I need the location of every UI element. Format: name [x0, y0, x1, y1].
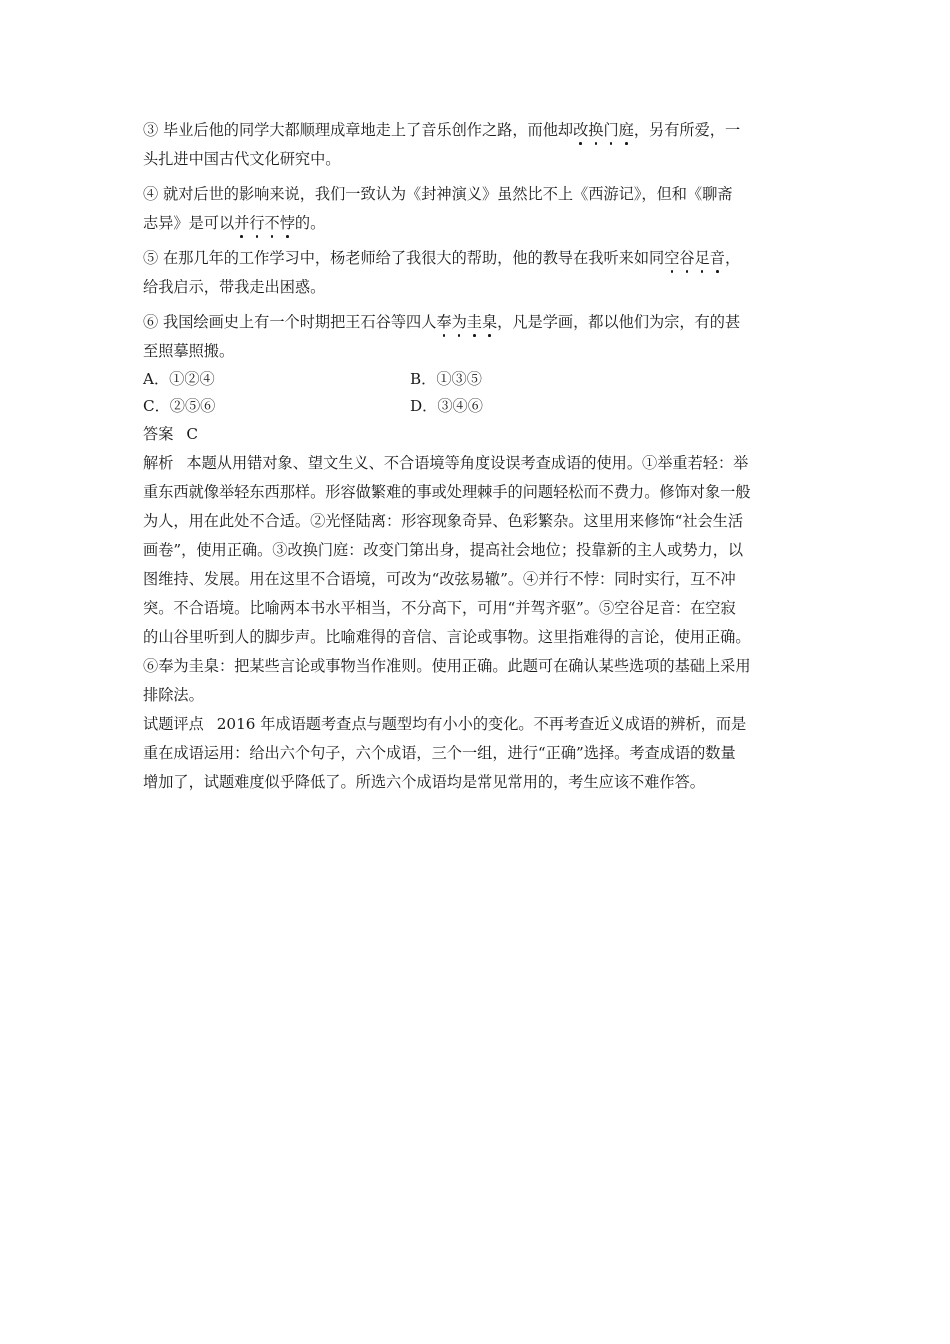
- answer-label: 答案: [143, 425, 174, 443]
- review-line: [143, 768, 810, 797]
- analysis-text: 重东西就像举轻东西那样。形容做繁难的事或处理棘手的问题轻松而不费力。修饰对象一般: [143, 482, 751, 501]
- analysis-line: [143, 681, 810, 710]
- sentence-text: ，凡是学画，都以他们为宗，有的甚: [497, 313, 741, 331]
- option-d: D．③④⑥: [410, 397, 483, 415]
- sentence-4: [143, 180, 810, 238]
- emphasis-char: 音: [709, 249, 725, 267]
- analysis-line: [143, 449, 810, 478]
- analysis-line: [143, 478, 810, 507]
- emphasized-idiom: [573, 121, 634, 139]
- review-text: 增加了，试题难度似乎降低了。所选六个成语均是常见常用的，考生应该不难作答。: [143, 772, 705, 791]
- analysis-text: 本题从用错对象、望文生义、不合语境等角度设误考查成语的使用。①举重若轻：举: [186, 453, 749, 472]
- analysis-line: [143, 536, 810, 565]
- document-page: [143, 116, 810, 797]
- sentence-text: ⑤ 在那几年的工作学习中，杨老师给了我很大的帮助，他的教导在我听来如同: [143, 249, 665, 267]
- emphasized-idiom: [436, 313, 497, 331]
- analysis-label: 解析: [143, 453, 174, 472]
- emphasis-char: 改: [573, 121, 589, 139]
- analysis-text: 画卷”，使用正确。③改换门庭：改变门第出身，提高社会地位；投靠新的主人或势力，以: [143, 540, 744, 559]
- review-text: 2016 年成语题考查点与题型均有小小的变化。不再考查近义成语的辨析，而是: [216, 714, 747, 733]
- emphasis-char: 奉: [436, 313, 452, 331]
- analysis-line: [143, 507, 810, 536]
- emphasis-char: 庭: [618, 121, 634, 139]
- analysis-line: [143, 652, 810, 681]
- review-line: [143, 710, 810, 739]
- emphasis-char: 空: [664, 249, 680, 267]
- answer-value: C: [186, 425, 198, 443]
- question-sentences: [143, 116, 810, 366]
- analysis-text: 为人，用在此处不合适。②光怪陆离：形容现象奇异、色彩繁杂。这里用来修饰“社会生活: [143, 511, 744, 530]
- sentence-line: [143, 337, 810, 366]
- analysis-text: 突。不合语境。比喻两本书水平相当，不分高下，可用“并驾齐驱”。⑤空谷足音：在空寂: [143, 598, 736, 617]
- option-a: A．①②④: [143, 370, 215, 388]
- sentence-text: ③ 毕业后他的同学大都顺理成章地走上了音乐创作之路，而他却: [143, 121, 574, 139]
- option-c: C．②⑤⑥: [143, 397, 216, 415]
- emphasis-char: 悖: [279, 214, 295, 232]
- emphasis-char: 谷: [679, 249, 695, 267]
- option-b: B．①③⑤: [410, 370, 482, 388]
- sentence-text: 至照摹照搬。: [143, 342, 235, 360]
- sentence-text: 志异》是可以: [143, 214, 235, 232]
- analysis-section: [143, 449, 810, 710]
- emphasis-char: 为: [451, 313, 467, 331]
- analysis-text: 的山谷里听到人的脚步声。比喻难得的音信、言论或事物。这里指难得的言论，使用正确。: [143, 627, 751, 646]
- sentence-line: [143, 209, 810, 238]
- sentence-line: [143, 244, 810, 273]
- analysis-line: [143, 565, 810, 594]
- sentence-text: ，: [724, 249, 741, 267]
- sentence-line: [143, 273, 810, 302]
- emphasis-char: 不: [264, 214, 280, 232]
- sentence-line: [143, 180, 810, 209]
- sentence-text: 的。: [294, 214, 326, 232]
- analysis-text: 图维持、发展。用在这里不合语境，可改为“改弦易辙”。④并行不悖：同时实行，互不冲: [143, 569, 736, 588]
- sentence-6: [143, 308, 810, 366]
- sentence-line: [143, 145, 810, 174]
- emphasized-idiom: [664, 249, 725, 267]
- emphasis-char: 臬: [481, 313, 498, 331]
- sentence-text: 给我启示，带我走出困惑。: [143, 278, 326, 296]
- sentence-text: ⑥ 我国绘画史上有一个时期把王石谷等四人: [143, 313, 437, 331]
- sentence-line: [143, 308, 810, 337]
- review-line: [143, 739, 810, 768]
- analysis-line: [143, 594, 810, 623]
- sentence-3: [143, 116, 810, 174]
- review-section: [143, 710, 810, 797]
- analysis-text: ⑥奉为圭臬：把某些言论或事物当作准则。使用正确。此题可在确认某些选项的基础上采用: [143, 656, 751, 675]
- analysis-text: 排除法。: [143, 685, 204, 704]
- review-text: 重在成语运用：给出六个句子，六个成语，三个一组，进行“正确”选择。考查成语的数量: [143, 743, 736, 762]
- analysis-line: [143, 623, 810, 652]
- emphasis-char: 门: [603, 121, 619, 139]
- options-row-2: [143, 393, 810, 420]
- sentence-text: ，另有所爱，一: [633, 121, 741, 139]
- review-label: 试题评点: [143, 714, 204, 733]
- sentence-text: 头扎进中国古代文化研究中。: [143, 150, 341, 168]
- emphasis-char: 行: [249, 214, 265, 232]
- emphasis-char: 足: [694, 249, 710, 267]
- answer-options: [143, 366, 810, 420]
- sentence-text: ④ 就对后世的影响来说，我们一致认为《封神演义》虽然比不上《西游记》，但和《聊斋: [143, 185, 733, 203]
- options-row-1: [143, 366, 810, 393]
- emphasized-idiom: [234, 214, 295, 232]
- answer-line: [143, 420, 810, 449]
- sentence-line: [143, 116, 810, 145]
- emphasis-char: 换: [588, 121, 604, 139]
- emphasis-char: 并: [234, 214, 250, 232]
- sentence-5: [143, 244, 810, 302]
- emphasis-char: 圭: [466, 313, 482, 331]
